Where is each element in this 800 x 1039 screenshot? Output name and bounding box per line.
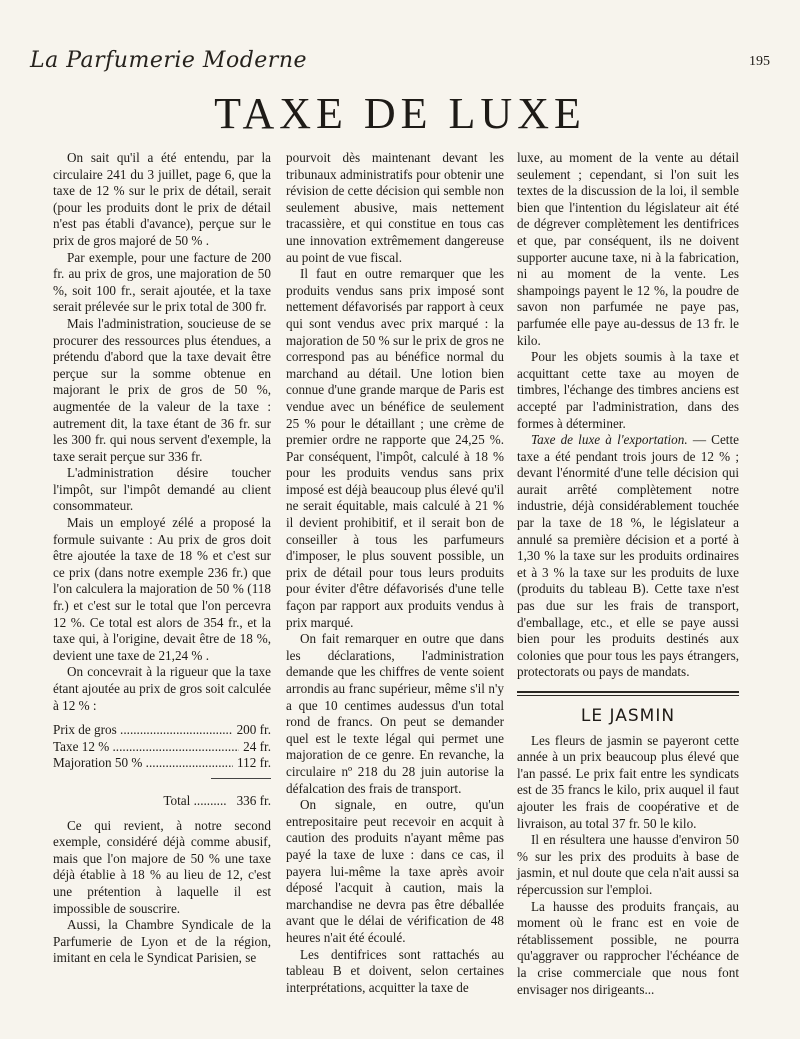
paragraph: L'administration désire toucher l'impôt, sur l'impôt demandé au client consommateur. <box>53 465 271 514</box>
paragraph: On concevrait à la rigueur que la taxe étant ajoutée au prix de gros soit calculée à 12 % : <box>53 664 271 713</box>
calc-total-value: 336 fr. <box>236 792 271 808</box>
paragraph: Mais l'administration, soucieuse de se procurer des ressources plus étendues, a prétendu d'abord que la taxe devait être perçue sur la somme obtenue en majorant le prix de gros de 50 %, augmentée de la valeur de la taxe : autrement dit, la taxe étant de 36 fr. sur les 300 fr. qui nous servent d'exemple, la taxe serait perçue sur 336 fr. <box>53 315 271 464</box>
paragraph: Les dentifrices sont rattachés au tableau B et doivent, selon certaines interprétations, acquitter la taxe de <box>286 946 504 995</box>
calc-row <box>53 755 271 772</box>
calc-row <box>53 722 271 739</box>
section-heading: Taxe de luxe à l'exportation. <box>531 432 688 448</box>
page-number: 195 <box>749 54 770 69</box>
section-divider <box>517 691 739 693</box>
calculation-table <box>53 722 271 809</box>
calc-value: 24 fr. <box>243 738 271 754</box>
paragraph: pourvoit dès maintenant devant les tribunaux administratifs pour obtenir une révision de cette décision qui semble non seulement abusive, mais nettement tracassière, et qui constitue en tous cas une innovation extrêmement dangereuse au point de vue fiscal. <box>286 150 504 265</box>
paragraph <box>517 432 739 681</box>
page-header <box>30 48 770 78</box>
paragraph: Il faut en outre remarquer que les produits vendus sans prix imposé sont nettement défavorisés par rapport à ceux qui sont vendus avec prix marqué : la majoration de 50 % sur le prix de gros ne correspond pas au bénéfice normal du marchand au détail. Une lotion bien connue d'une grande marque de Paris est vendue avec un bénéfice de seulement 25 % pour le détaillant ; une crème de premier ordre ne rapporte que 24,25 %. Par conséquent, l'impôt, calculé à 18 % pour les produits vendus sans prix imposé est déjà beaucoup plus élevé qu'il ne serait équitable, mais calculé à 21 % il devient prohibitif, et il serait bon de conseiller à tous les parfumeurs d'imposer, le plus souvent possible, un prix de détail pour tous leurs produits pour éviter d'être défavorisés d'une telle façon par rapport aux produits vendus à prix marqué. <box>286 266 504 630</box>
paragraph: Par exemple, pour une facture de 200 fr. au prix de gros, une majoration de 50 %, soit 100 fr., serait ajoutée, et la taxe serait prélevée sur le prix total de 300 fr. <box>53 249 271 315</box>
article-title: TAXE DE LUXE <box>214 89 586 138</box>
paragraph: Il en résultera une hausse d'environ 50 % sur les prix des produits à base de jasmin, et nul doute que cela n'ait aussi sa répercussion sur l'emploi. <box>517 832 739 897</box>
masthead: La Parfumerie Moderne <box>30 48 308 73</box>
calc-label: Taxe 12 % ..... <box>53 739 239 756</box>
calc-value: 200 fr. <box>236 722 271 738</box>
calc-total-label: Total ..... <box>163 793 226 810</box>
column-2 <box>286 150 504 996</box>
paragraph: Mais un employé zélé a proposé la formule suivante : Au prix de gros doit être ajoutée la taxe de 18 % et c'est sur ce prix (dans notre exemple 236 fr.) que l'on calculera la majoration de 50 % (118 fr.) et c'est sur le total que l'on percevra 12 %. Ce total est alors de 354 fr., et la taxe qui, à l'origine, devait être de 18 %, devient une taxe de 21,24 % . <box>53 515 271 663</box>
calc-rule <box>211 778 271 779</box>
paragraph-text: — Cette taxe a été pendant trois jours de 12 % ; devant l'énormité d'une telle décision qui aurait arrêté complètement notre industrie, déjà considérablement touchée par la taxe de 18 %, le législateur a annulé sa première décision et a porté à 1,30 % la taxe sur les produits ordinaires et à 3 % la taxe sur les produits de luxe (produits du tableau B). Cette taxe n'est pas due sur les frais de transport, d'emballage, etc., et elle se paye aussi bien pour les produits destinés aux colonies que pour tous les pays étrangers, protectorats ou pays de mandats. <box>517 432 739 680</box>
paragraph: On fait remarquer en outre que dans les déclarations, l'administration demande que les chiffres de vente soient arrondis au franc supérieur, même s'il n'y a que 10 centimes audessus d'un total rond de francs. On peut se demander quel est le texte légal qui permet une majoration de ce genre. En revanche, la circulaire nº 218 du 28 juin autorise la défalcation des frais de transport. <box>286 631 504 796</box>
calc-total <box>53 793 271 810</box>
paragraph: Aussi, la Chambre Syndicale de la Parfumerie de Lyon et de la région, imitant en cela le Syndicat Parisien, se <box>53 917 271 966</box>
paragraph: On signale, en outre, qu'un entrepositaire peut recevoir en acquit à caution des produits n'ayant même pas payé la taxe de luxe : dans ce cas, il payera lui-même la taxe après avoir déposé l'acquit à caution, mais la marchandise ne devra pas être déballée avant que le délai de vérification de 48 heures n'ait été écoulé. <box>286 797 504 945</box>
column-1 <box>53 150 271 967</box>
calc-row <box>53 739 271 756</box>
paragraph: La hausse des produits français, au moment où le franc est en voie de rétablissement possible, ne pourra qu'aggraver ou rapprocher l'échéance de la crise commerciale que nous font envisager nos dirigeants... <box>517 898 739 997</box>
calc-label: Prix de gros ..... <box>53 722 233 739</box>
paragraph: Les fleurs de jasmin se payeront cette année à un prix beaucoup plus élevé que l'an passé. Le prix fait entre les syndicats est de 35 francs le kilo, prix auquel il faut ajouter les frais de coopérative et de livraison, au total 37 fr. 50 le kilo. <box>517 732 739 831</box>
calc-label: Majoration 50 % ..... <box>53 755 233 772</box>
section-title: LE JASMIN <box>580 706 676 726</box>
paragraph: Ce qui revient, à notre second exemple, considéré déjà comme abusif, mais que l'on majore de 50 % une taxe déjà établie à 18 % au lieu de 12, c'est une prétention à laquelle il est impossible de souscrire. <box>53 817 271 916</box>
calc-value: 112 fr. <box>237 755 271 771</box>
section-divider <box>517 695 739 696</box>
paragraph: On sait qu'il a été entendu, par la circulaire 241 du 3 juillet, page 6, que la taxe de 12 % sur le prix de détail, serait (pour les produits dont le prix de détail n'est pas établi d'avance), perçue sur le prix de gros majoré de 50 % . <box>53 150 271 248</box>
paragraph: Pour les objets soumis à la taxe et acquittant cette taxe au moyen de timbres, l'échange des timbres anciens est accepté par l'administration, dans des formes à déterminer. <box>517 349 739 431</box>
column-3 <box>517 150 739 998</box>
paragraph: luxe, au moment de la vente au détail seulement ; cependant, si l'on suit les textes de la discussion de la loi, il semble bien que l'intention du législateur ait été de dégrever complètement les dentifrices et que, par conséquent, ils ne doivent supporter aucune taxe, ni à la fabrication, ni au moment de la vente. Les shampoings payent le 12 %, la poudre de savon non parfumée ne paye pas, parfumée elle paye au-dessus de 13 fr. le kilo. <box>517 150 739 348</box>
